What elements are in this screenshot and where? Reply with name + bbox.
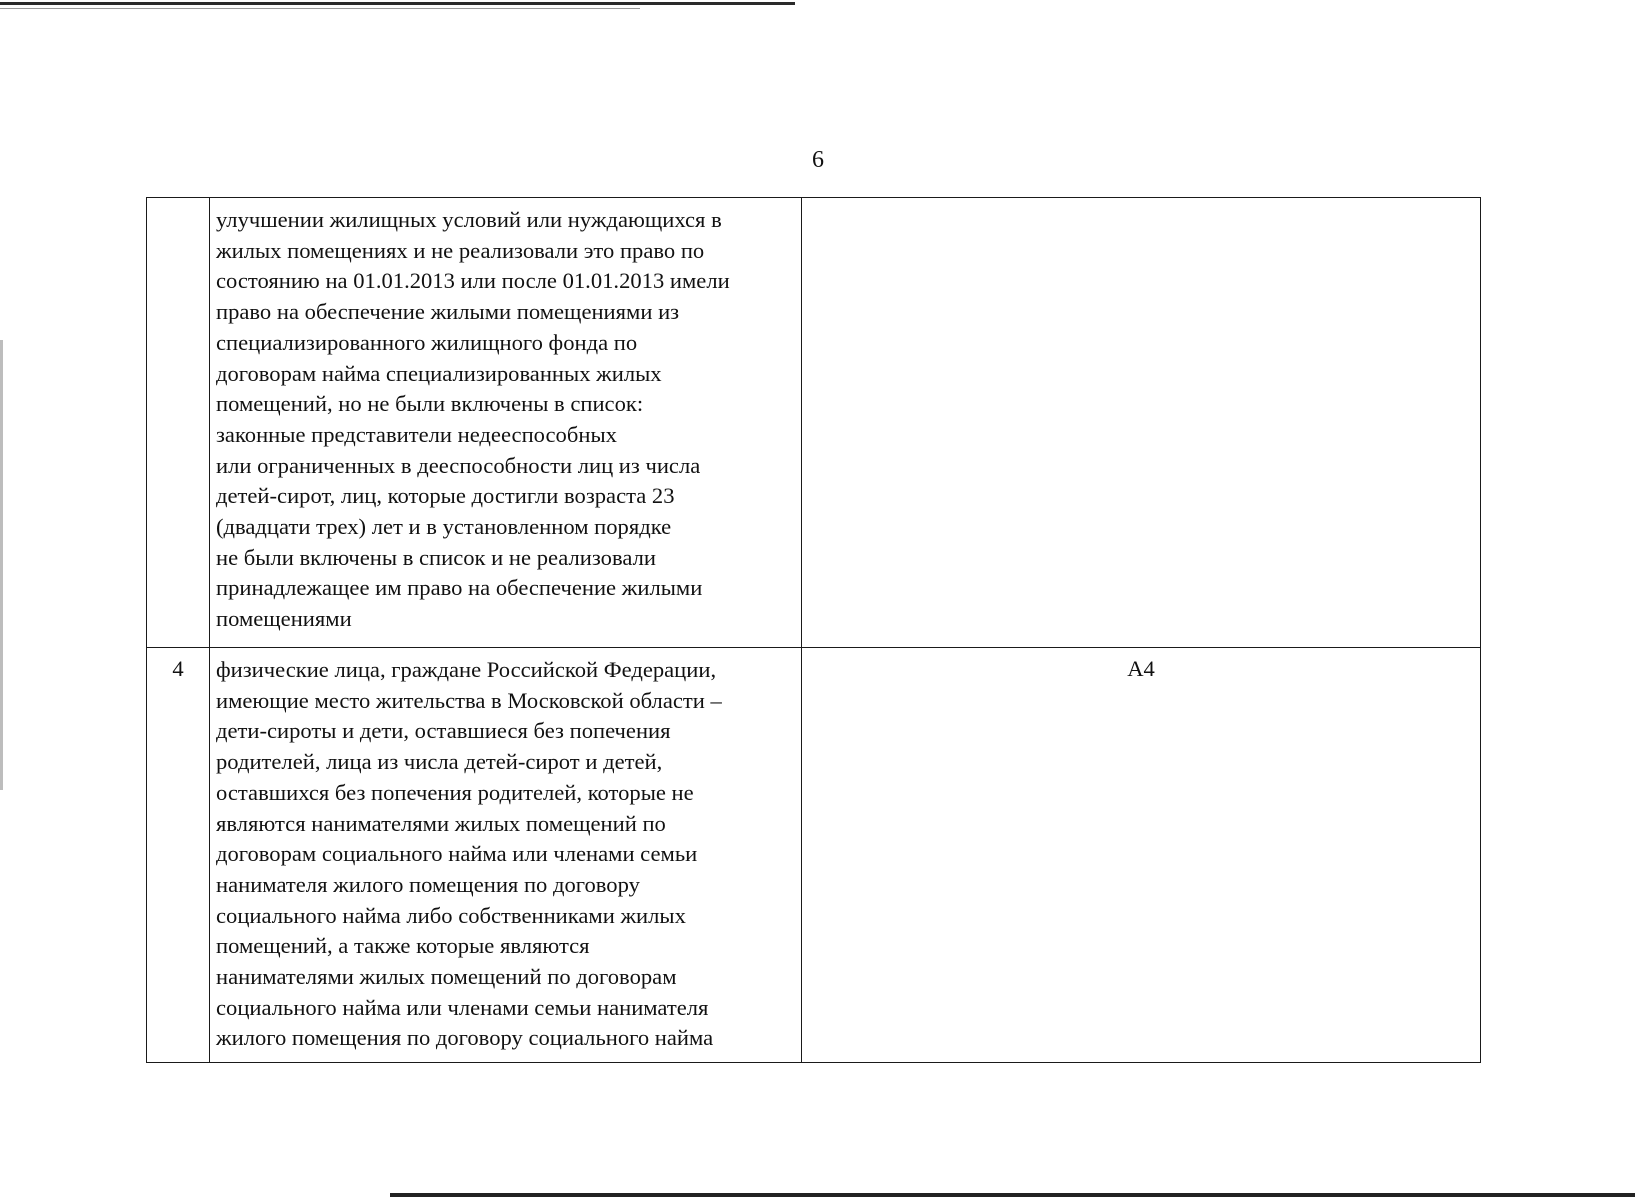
description-line: договорам социального найма или членами семьи — [216, 841, 698, 867]
description-line: социального найма или членами семьи нанимателя — [216, 994, 709, 1020]
scan-edge-left — [0, 340, 3, 790]
row-code-cell: А4 — [802, 648, 1481, 1063]
description-line: помещений, но не были включены в список: — [216, 391, 644, 417]
description-line: детей-сирот, лиц, которые достигли возраста 23 — [216, 483, 675, 509]
description-line: физические лица, граждане Российской Федерации, — [216, 657, 717, 682]
description-line: дети-сироты и дети, оставшиеся без попечения — [216, 718, 671, 744]
description-line: имеющие место жительства в Московской области – — [216, 687, 722, 713]
description-line: состоянию на 01.01.2013 или после 01.01.2013 имели — [216, 268, 730, 294]
description-line: жилых помещениях и не реализовали это право по — [216, 237, 705, 263]
row-description-cell — [210, 198, 802, 648]
table-row — [147, 648, 1481, 1063]
description-line: помещениями — [216, 606, 352, 632]
description-line: родителей, лица из числа детей-сирот и детей, — [216, 749, 663, 775]
scan-edge-bottom — [390, 1193, 1635, 1197]
scan-edge-top-thin — [0, 8, 640, 9]
description-line: являются нанимателями жилых помещений по — [216, 810, 666, 836]
description-line: принадлежащее им право на обеспечение жилыми — [216, 575, 703, 601]
description-line: договорам найма специализированных жилых — [216, 360, 662, 386]
row-number-cell: 4 — [147, 648, 210, 1063]
description-line: право на обеспечение жилыми помещениями из — [216, 299, 680, 325]
description-line: специализированного жилищного фонда по — [216, 329, 638, 355]
description-line: не были включены в список и не реализовали — [216, 544, 656, 570]
description-line: (двадцати трех) лет и в установленном порядке — [216, 514, 672, 540]
description-line: или ограниченных в дееспособности лиц из числа — [216, 452, 701, 478]
description-line: помещений, а также которые являются — [216, 933, 590, 959]
description-line: нанимателями жилых помещений по договорам — [216, 964, 677, 990]
description-line: оставшихся без попечения родителей, которые не — [216, 779, 694, 805]
description-line: улучшении жилищных условий или нуждающихся в — [216, 207, 722, 232]
row-number-cell — [147, 198, 210, 648]
page-number: 6 — [812, 147, 824, 173]
description-line: социального найма либо собственниками жилых — [216, 902, 686, 928]
scan-edge-top — [0, 2, 795, 5]
description-line: нанимателя жилого помещения по договору — [216, 871, 640, 897]
table-row — [147, 198, 1481, 648]
description-line: законные представители недееспособных — [216, 421, 617, 447]
row-code-cell — [802, 198, 1481, 648]
row-description-cell — [210, 648, 802, 1063]
document-table — [146, 197, 1481, 1063]
description-line: жилого помещения по договору социального найма — [216, 1025, 714, 1051]
